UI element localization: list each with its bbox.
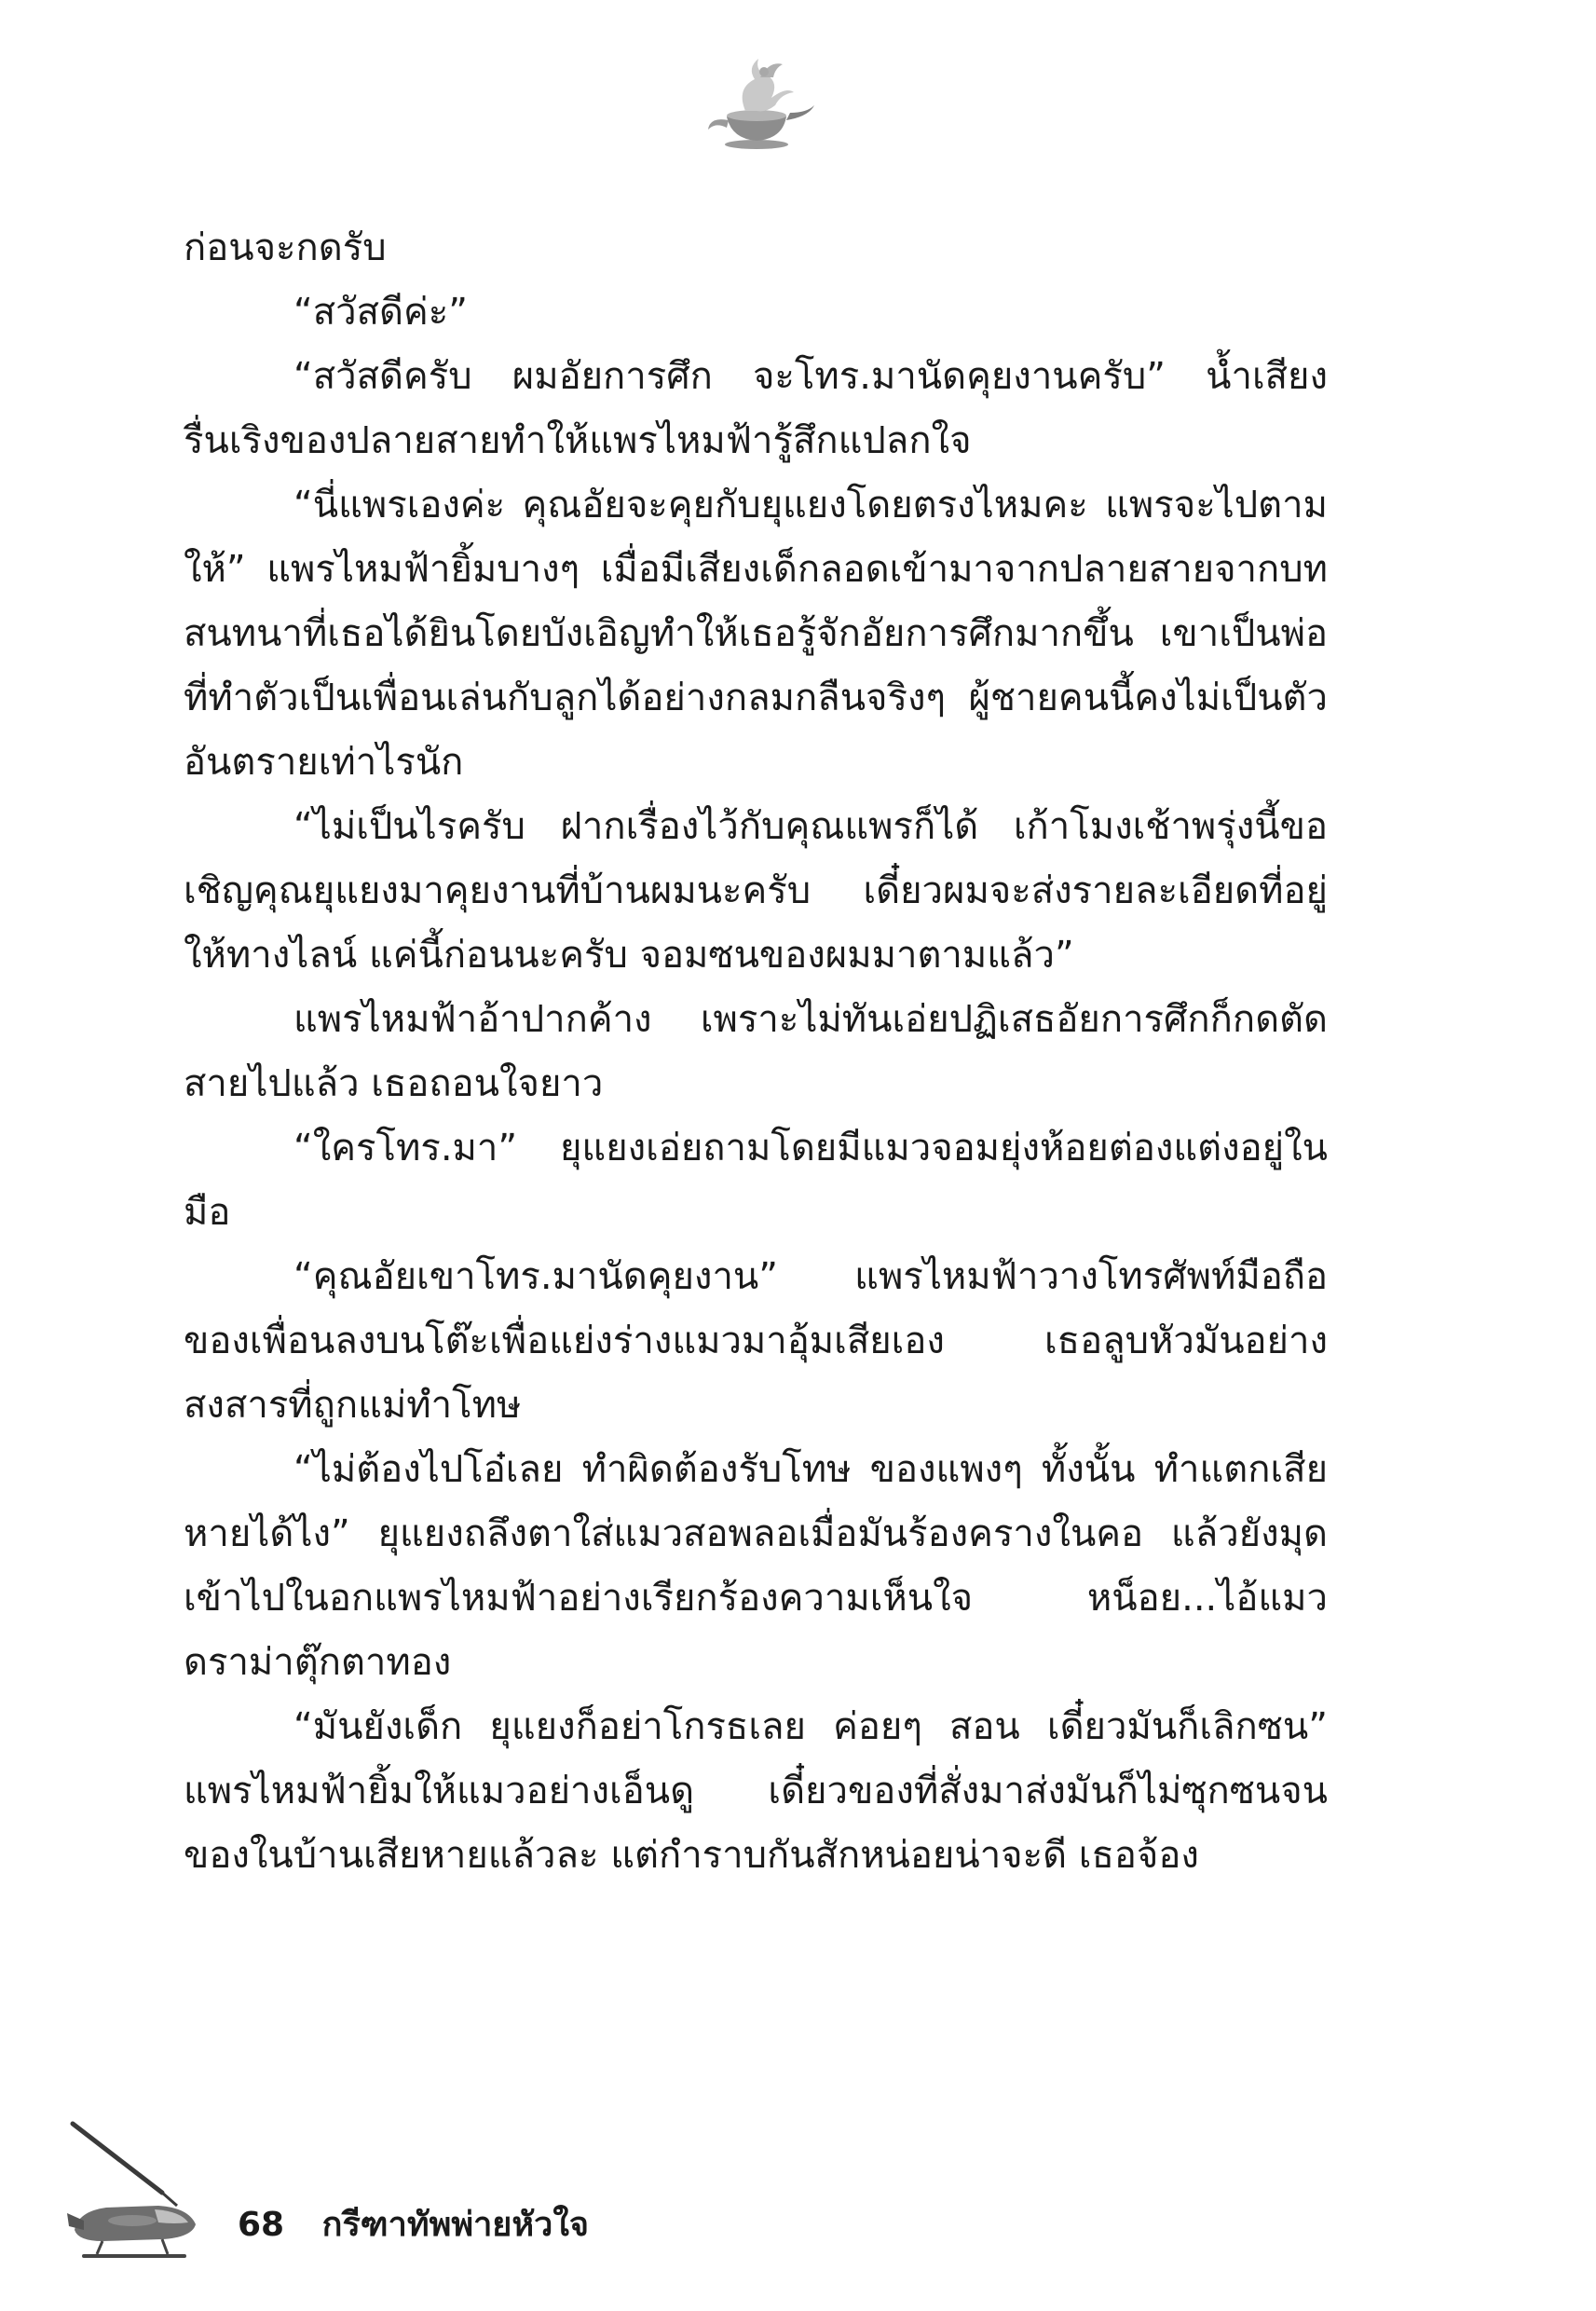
- page-footer: [238, 2197, 589, 2250]
- paragraph: “นี่แพรเองค่ะ คุณอัยจะคุยกับยุแยงโดยตรงไหมคะ แพรจะไปตามให้” แพรไหมฟ้ายิ้มบางๆ เมื่อมีเสียงเด็กลอดเข้ามาจากปลายสายจากบทสนทนาที่เธอได้ยินโดยบังเอิญทำให้เธอรู้จักอัยการศึกมากขึ้น เขาเป็นพ่อที่ทำตัวเป็นเพื่อนเล่นกับลูกได้อย่างกลมกลืนจริงๆ ผู้ชายคนนี้คงไม่เป็นตัวอันตรายเท่าไรนัก: [184, 484, 1328, 784]
- genie-lamp-ornament: [689, 51, 820, 154]
- book-title: กรีฑาทัพพ่ายหัวใจ: [321, 2206, 590, 2244]
- page-body: [184, 216, 1328, 1888]
- paragraph: “มันยังเด็ก ยุแยงก็อย่าโกรธเลย ค่อยๆ สอน เดี๋ยวมันก็เลิกซน” แพรไหมฟ้ายิ้มให้แมวอย่างเอ็นดู เดี๋ยวของที่สั่งมาส่งมันก็ไม่ซุกซนจนของในบ้านเสียหายแล้วละ แต่กำราบกันสักหน่อยน่าจะดี เธอจ้อง: [184, 1705, 1328, 1877]
- paragraph: “ไม่ต้องไปโอ๋เลย ทำผิดต้องรับโทษ ของแพงๆ ทั้งนั้น ทำแตกเสียหายได้ไง” ยุแยงถลึงตาใส่แมวสอพลอเมื่อมันร้องครางในคอ แล้วยังมุดเข้าไปในอกแพรไหมฟ้าอย่างเรียกร้องความเห็นใจ หน็อย...ไอ้แมวดราม่าตุ๊กตาทอง: [184, 1448, 1328, 1684]
- page-number: 68: [238, 2206, 285, 2244]
- helicopter-icon: [65, 2120, 205, 2278]
- paragraph: “ใครโทร.มา” ยุแยงเอ่ยถามโดยมีแมวจอมยุ่งห้อยต่องแต่งอยู่ในมือ: [184, 1127, 1328, 1234]
- paragraph: แพรไหมฟ้าอ้าปากค้าง เพราะไม่ทันเอ่ยปฏิเสธอัยการศึกก็กดตัดสายไปแล้ว เธอถอนใจยาว: [184, 998, 1328, 1105]
- paragraph: “สวัสดีค่ะ”: [293, 291, 468, 334]
- paragraph: “คุณอัยเขาโทร.มานัดคุยงาน” แพรไหมฟ้าวางโทรศัพท์มือถือของเพื่อนลงบนโต๊ะเพื่อแย่งร่างแมวมาอุ้มเสียเอง เธอลูบหัวมันอย่างสงสารที่ถูกแม่ทำโทษ: [184, 1255, 1328, 1427]
- paragraph: “สวัสดีครับ ผมอัยการศึก จะโทร.มานัดคุยงานครับ” น้ำเสียงรื่นเริงของปลายสายทำให้แพรไหมฟ้ารู้สึกแปลกใจ: [184, 355, 1328, 462]
- paragraph: ก่อนจะกดรับ: [184, 226, 387, 269]
- paragraph: “ไม่เป็นไรครับ ฝากเรื่องไว้กับคุณแพรก็ได้ เก้าโมงเช้าพรุ่งนี้ขอเชิญคุณยุแยงมาคุยงานที่บ้านผมนะครับ เดี๋ยวผมจะส่งรายละเอียดที่อยู่ให้ทางไลน์ แค่นี้ก่อนนะครับ จอมซนของผมมาตามแล้ว”: [184, 805, 1328, 977]
